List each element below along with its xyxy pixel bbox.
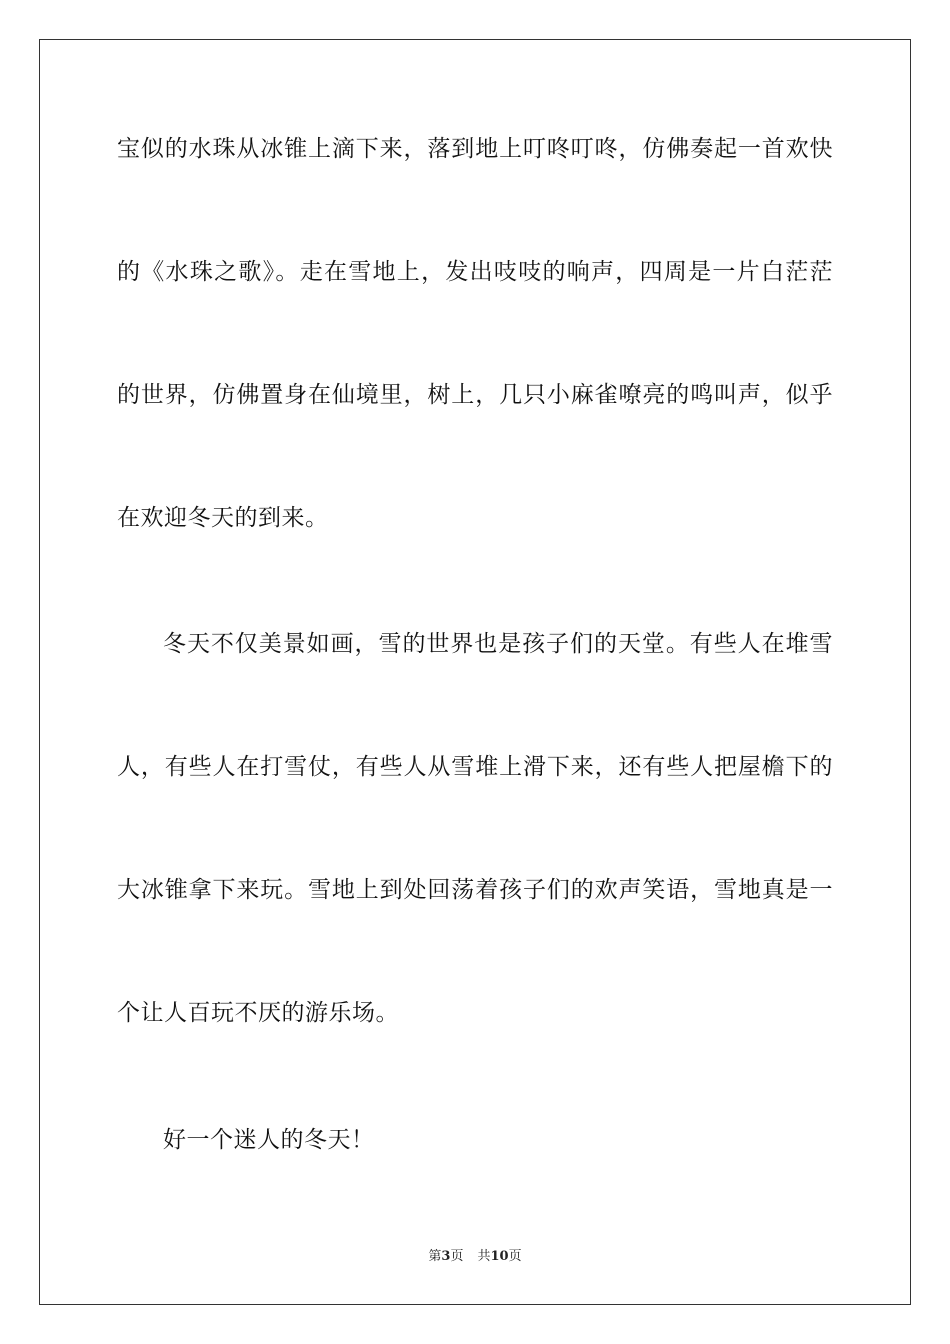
page-footer	[0, 1248, 950, 1266]
footer-total-suffix: 页	[508, 1249, 522, 1264]
footer-total-pages: 10	[490, 1249, 509, 1264]
paragraph-1-line-2: 的《水珠之歌》。走在雪地上，发出吱吱的响声，四周是一片白茫茫	[117, 259, 833, 285]
paragraph-3-line-1: 好一个迷人的冬天！	[163, 1127, 375, 1153]
page-border	[39, 39, 911, 1305]
paragraph-2-line-4: 个让人百玩不厌的游乐场。	[117, 1000, 399, 1026]
footer-page-prefix: 第	[428, 1249, 442, 1264]
footer-page-number: 3	[441, 1249, 451, 1264]
paragraph-2-line-2: 人，有些人在打雪仗，有些人从雪堆上滑下来，还有些人把屋檐下的	[117, 754, 833, 780]
footer-page-suffix: 页	[450, 1249, 464, 1264]
paragraph-2-line-1: 冬天不仅美景如画，雪的世界也是孩子们的天堂。有些人在堆雪	[163, 631, 833, 657]
footer-total-prefix: 共	[477, 1249, 491, 1264]
paragraph-1-line-1: 宝似的水珠从冰锥上滴下来，落到地上叮咚叮咚，仿佛奏起一首欢快	[117, 136, 833, 162]
paragraph-1-line-3: 的世界，仿佛置身在仙境里，树上，几只小麻雀嘹亮的鸣叫声，似乎	[117, 382, 833, 408]
paragraph-2-line-3: 大冰锥拿下来玩。雪地上到处回荡着孩子们的欢声笑语，雪地真是一	[117, 877, 833, 903]
paragraph-1-line-4: 在欢迎冬天的到来。	[117, 505, 329, 531]
